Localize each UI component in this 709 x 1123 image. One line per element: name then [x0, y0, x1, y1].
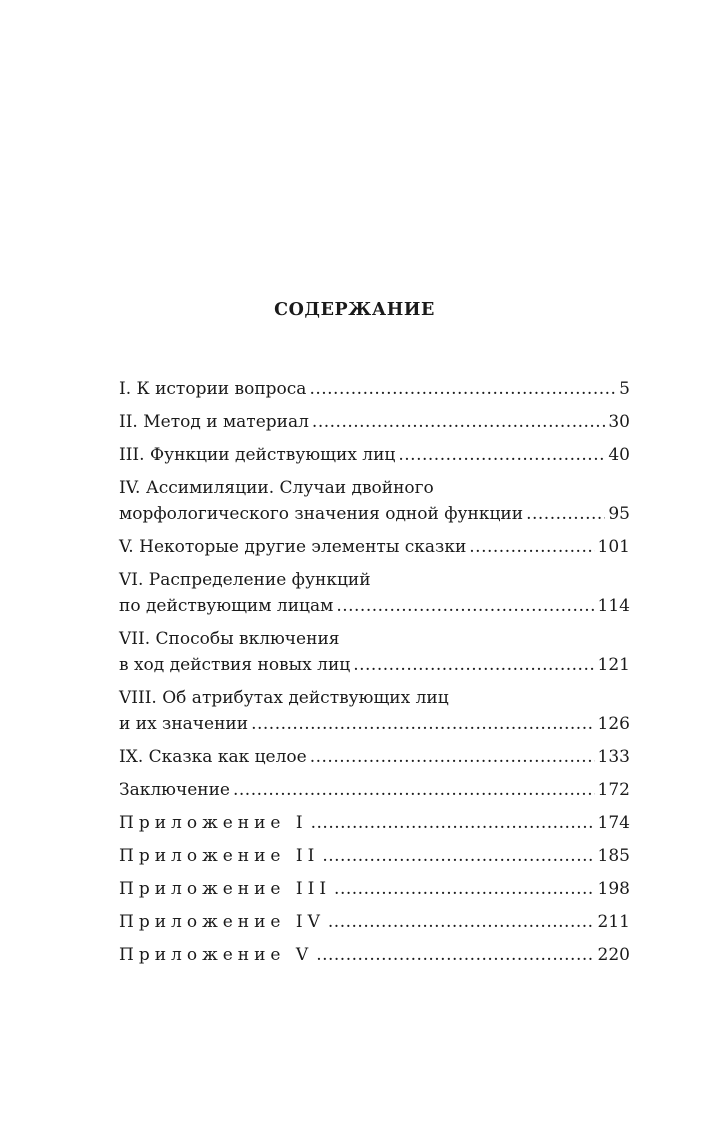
toc-entry[interactable] [119, 626, 630, 678]
toc-entry-label: Приложение IV [119, 912, 325, 932]
toc-entry-page: 211 [597, 912, 630, 932]
toc-entry-page: 121 [597, 655, 630, 675]
toc-entry[interactable] [119, 475, 630, 527]
toc-entry[interactable] [119, 376, 630, 402]
toc-entry[interactable] [119, 942, 630, 968]
toc-entry-label: II. Метод и материал [119, 412, 309, 432]
dot-leader [353, 652, 594, 678]
toc-entry-page: 101 [597, 537, 630, 557]
table-of-contents [119, 376, 630, 975]
dot-leader [233, 777, 595, 803]
page-title: СОДЕРЖАНИЕ [274, 300, 435, 320]
dot-leader [309, 376, 616, 402]
dot-leader [526, 501, 605, 527]
dot-leader [334, 876, 595, 902]
toc-entry-label: IX. Сказка как целое [119, 747, 307, 767]
toc-entry-label: и их значении [119, 714, 249, 734]
toc-entry-page: 174 [597, 813, 630, 833]
toc-entry[interactable] [119, 876, 630, 902]
toc-entry-label: морфологического значения одной функции [119, 504, 524, 524]
toc-entry-page: 40 [608, 445, 630, 465]
toc-entry-first-line: IV. Ассимиляции. Случаи двойного [119, 478, 434, 498]
toc-entry-label: V. Некоторые другие элементы сказки [119, 537, 467, 557]
toc-entry-label: по действующим лицам [119, 596, 334, 616]
toc-entry-page: 95 [608, 504, 630, 524]
toc-entry[interactable] [119, 744, 630, 770]
dot-leader [469, 534, 594, 560]
toc-entry-page: 172 [597, 780, 630, 800]
toc-entry-label: I. К истории вопроса [119, 379, 307, 399]
toc-entry-page: 133 [597, 747, 630, 767]
toc-entry-label: в ход действия новых лиц [119, 655, 351, 675]
toc-entry-label: III. Функции действующих лиц [119, 445, 396, 465]
toc-entry[interactable] [119, 567, 630, 619]
toc-entry-label: Приложение V [119, 945, 314, 965]
dot-leader [398, 442, 605, 468]
dot-leader [328, 909, 595, 935]
dot-leader [310, 744, 595, 770]
toc-entry-page: 220 [597, 945, 630, 965]
toc-entry-page: 30 [608, 412, 630, 432]
dot-leader [322, 843, 594, 869]
toc-entry-first-line: VI. Распределение функций [119, 570, 371, 590]
toc-entry[interactable] [119, 909, 630, 935]
toc-entry-label: Приложение I [119, 813, 308, 833]
toc-entry[interactable] [119, 810, 630, 836]
toc-entry[interactable] [119, 843, 630, 869]
dot-leader [336, 593, 594, 619]
toc-entry-label: Приложение II [119, 846, 320, 866]
toc-entry[interactable] [119, 777, 630, 803]
toc-entry-page: 114 [597, 596, 630, 616]
toc-entry[interactable] [119, 409, 630, 435]
toc-entry[interactable] [119, 442, 630, 468]
toc-entry-label: Приложение III [119, 879, 332, 899]
dot-leader [312, 409, 605, 435]
toc-entry-page: 185 [597, 846, 630, 866]
toc-entry-page: 126 [597, 714, 630, 734]
toc-entry[interactable] [119, 534, 630, 560]
toc-entry-page: 198 [597, 879, 630, 899]
toc-entry-label: Заключение [119, 780, 230, 800]
dot-leader [311, 810, 595, 836]
toc-entry[interactable] [119, 685, 630, 737]
dot-leader [316, 942, 594, 968]
toc-entry-first-line: VIII. Об атрибутах действующих лиц [119, 688, 449, 708]
dot-leader [251, 711, 594, 737]
toc-entry-page: 5 [619, 379, 630, 399]
toc-entry-first-line: VII. Способы включения [119, 629, 340, 649]
